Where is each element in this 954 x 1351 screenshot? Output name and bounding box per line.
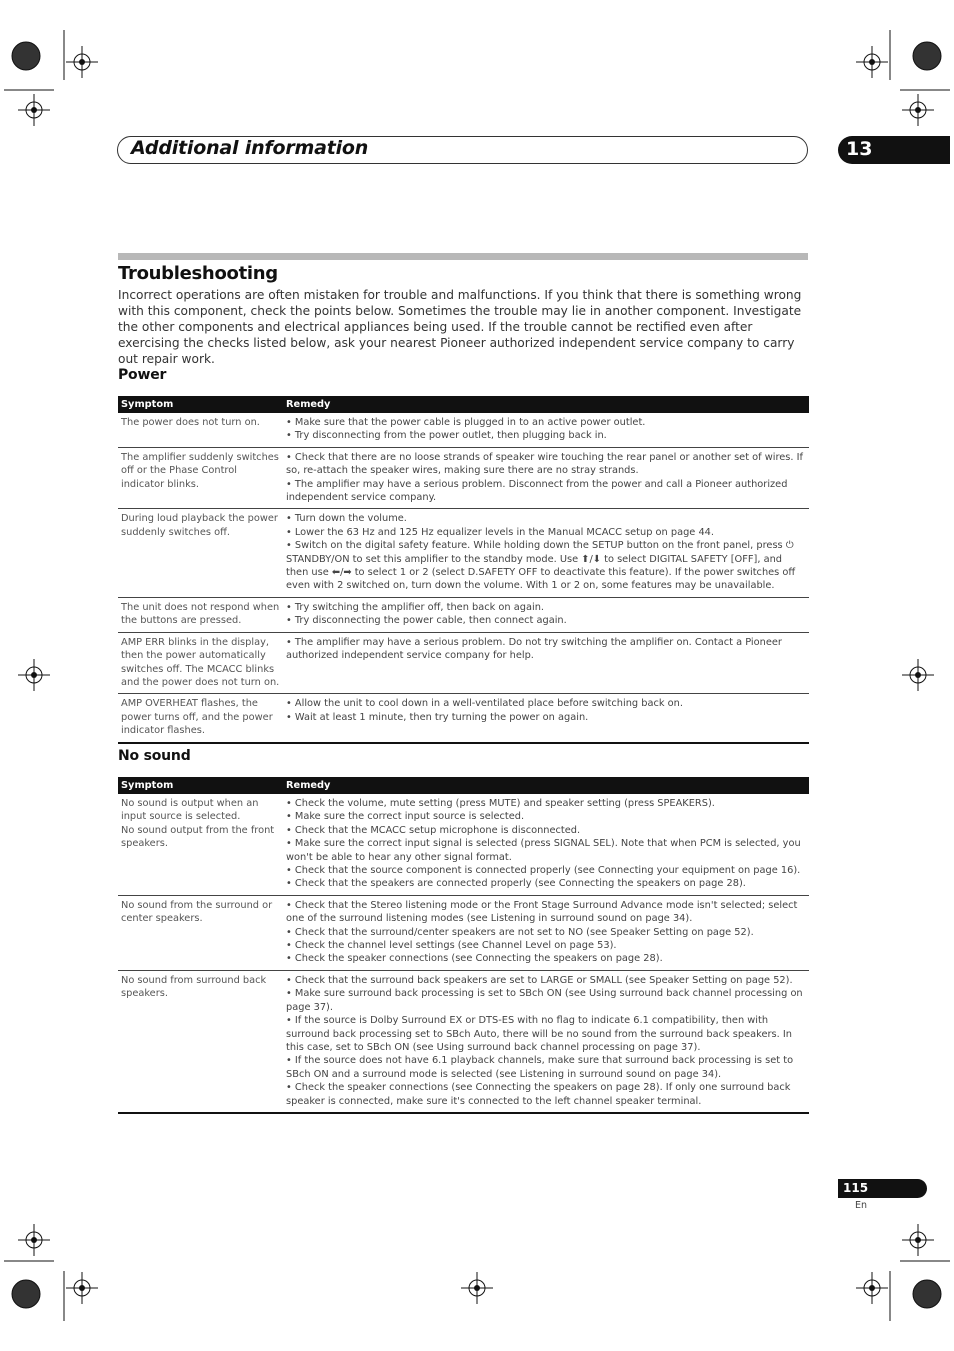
remedy-item: • Check the speaker connections (see Connecting the speakers on page 28). If only one surround back speaker is connected, make sure it's connected to the left channel speaker terminal.: [286, 1082, 791, 1107]
remedy-cell: [283, 413, 809, 447]
no-sound-heading: No sound: [118, 748, 191, 764]
remedy-item: • Check that there are no loose strands of speaker wire touching the rear panel or another set of wires. If so, re-attach the speaker wires, making sure there are no stray strands.: [286, 451, 803, 477]
symptom-cell: No sound from surround back speakers.: [118, 970, 283, 1113]
remedy-cell: [283, 694, 809, 743]
symptom-header: Symptom: [118, 777, 283, 794]
power-table: [118, 396, 809, 744]
symptom-cell: No sound from the surround or center speakers.: [118, 895, 283, 970]
remedy-cell: [283, 632, 809, 694]
remedy-item: • Try disconnecting the power cable, then connect again.: [286, 615, 567, 627]
remedy-item: • Check the volume, mute setting (press MUTE) and speaker setting (press SPEAKERS).: [286, 798, 715, 809]
remedy-cell: [283, 447, 809, 509]
table-row: [118, 632, 809, 694]
remedy-item: • Check that the MCACC setup microphone is disconnected.: [286, 824, 581, 836]
remedy-item: • Turn down the volume.: [286, 513, 407, 525]
remedy-cell: [283, 895, 809, 970]
remedy-item: • Try disconnecting from the power outlet, then plugging back in.: [286, 430, 607, 442]
remedy-item: • If the source does not have 6.1 playback channels, make sure that surround back processing is set to SBch ON and a surround mode is selected (see Listening in surround sound on page 34).: [286, 1055, 794, 1080]
table-row: [118, 694, 809, 743]
remedy-item: • The amplifier may have a serious problem. Disconnect from the power and call a Pioneer authorized independent service company.: [286, 478, 788, 504]
chapter-title: Additional information: [131, 137, 369, 159]
symptom-cell: AMP OVERHEAT flashes, the power turns off, and the power indicator flashes.: [118, 694, 283, 743]
power-heading: Power: [118, 367, 167, 383]
remedy-item: • Lower the 63 Hz and 125 Hz equalizer levels in the Manual MCACC setup on page 44.: [286, 526, 715, 538]
remedy-item: • Check that the speakers are connected properly (see Connecting the speakers on page 28).: [286, 878, 746, 890]
table-row: [118, 794, 809, 895]
table-row: [118, 597, 809, 632]
chapter-number: 13: [846, 138, 873, 160]
table-row: [118, 413, 809, 447]
remedy-item: • Check the channel level settings (see Channel Level on page 53).: [286, 940, 617, 952]
remedy-item: • Make sure that the power cable is plugged in to an active power outlet.: [286, 417, 646, 428]
remedy-item: • Try switching the amplifier off, then back on again.: [286, 601, 545, 613]
table-row: [118, 895, 809, 970]
remedy-item: • Allow the unit to cool down in a well-ventilated place before switching back on.: [286, 698, 683, 710]
remedy-item: • Check that the surround/center speakers are not set to NO (see Speaker Setting on page 52).: [286, 926, 754, 938]
remedy-item: • Check that the Stereo listening mode or the Front Stage Surround Advance mode isn't selected; select one of the surround listening modes (see Listening in surround sound on page 34).: [286, 899, 798, 925]
symptom-cell: The unit does not respond when the buttons are pressed.: [118, 597, 283, 632]
remedy-item: • Check that the source component is connected properly (see Connecting your equipment on page 16).: [286, 865, 801, 877]
symptom-cell: The power does not turn on.: [118, 413, 283, 447]
symptom-cell: AMP ERR blinks in the display, then the power automatically switches off. The MCACC blinks and the power does not turn on.: [118, 632, 283, 694]
language-code: En: [855, 1200, 868, 1211]
table-row: [118, 447, 809, 509]
remedy-item: • The amplifier may have a serious problem. Do not try switching the amplifier on. Contact a Pioneer authorized independent service company for help.: [286, 636, 782, 662]
symptom-header: Symptom: [118, 396, 283, 413]
remedy-item: • Check the speaker connections (see Connecting the speakers on page 28).: [286, 953, 663, 965]
page-number: 115: [843, 1181, 869, 1195]
section-rule: [118, 253, 808, 260]
table-row: [118, 970, 809, 1113]
remedy-cell: [283, 794, 809, 895]
remedy-item: • Switch on the digital safety feature. While holding down the SETUP button on the front panel, press ⏻ STANDBY/ON to set this amplifier to the standby mode. Use ⬆/⬇ to select DIGITAL SAFETY [OFF], and then use ⬅/➡ to select 1 or 2 (select D.SAFETY OFF to deactivate this feature). If the power switches off even with 2 switched on, turn down the volume. With 1 or 2 on, some features may be unavailable.: [286, 540, 796, 592]
table-row: [118, 509, 809, 597]
symptom-cell: During loud playback the power suddenly switches off.: [118, 509, 283, 597]
remedy-header: Remedy: [283, 396, 809, 413]
remedy-item: • Check that the surround back speakers are set to LARGE or SMALL (see Speaker Setting on page 52).: [286, 974, 793, 986]
intro-paragraph: Incorrect operations are often mistaken for trouble and malfunctions. If you think that there is something wrong with this component, check the points below. Sometimes the trouble may lie in another component. Investigate the other components and electrical appliances being used. If the trouble cannot be rectified even after exercising the checks listed below, ask your nearest Pioneer authorized independent service company to carry out repair work.: [118, 288, 802, 366]
remedy-item: • Make sure surround back processing is set to SBch ON (see Using surround back channel processing on page 37).: [286, 988, 803, 1013]
section-title: Troubleshooting: [118, 263, 278, 284]
remedy-cell: [283, 597, 809, 632]
remedy-cell: [283, 509, 809, 597]
remedy-header: Remedy: [283, 777, 809, 794]
remedy-item: • Wait at least 1 minute, then try turning the power on again.: [286, 711, 589, 723]
power-table-body: [118, 413, 809, 743]
no-sound-table-body: [118, 794, 809, 1113]
remedy-cell: [283, 970, 809, 1113]
remedy-item: • If the source is Dolby Surround EX or DTS-ES with no flag to indicate 6.1 compatibility, then with surround back processing set to SBch Auto, there will be no sound from the surround back speakers. In this case, set to SBch ON (see Using surround back channel processing on page 37).: [286, 1015, 792, 1053]
symptom-cell: No sound is output when an input source is selected. No sound output from the front speakers.: [118, 794, 283, 895]
remedy-item: • Make sure the correct input signal is selected (press SIGNAL SEL). Note that when PCM is selected, you won't be able to hear any other signal format.: [286, 838, 801, 863]
symptom-cell: The amplifier suddenly switches off or the Phase Control indicator blinks.: [118, 447, 283, 509]
remedy-item: • Make sure the correct input source is selected.: [286, 811, 525, 823]
no-sound-table: [118, 777, 809, 1114]
